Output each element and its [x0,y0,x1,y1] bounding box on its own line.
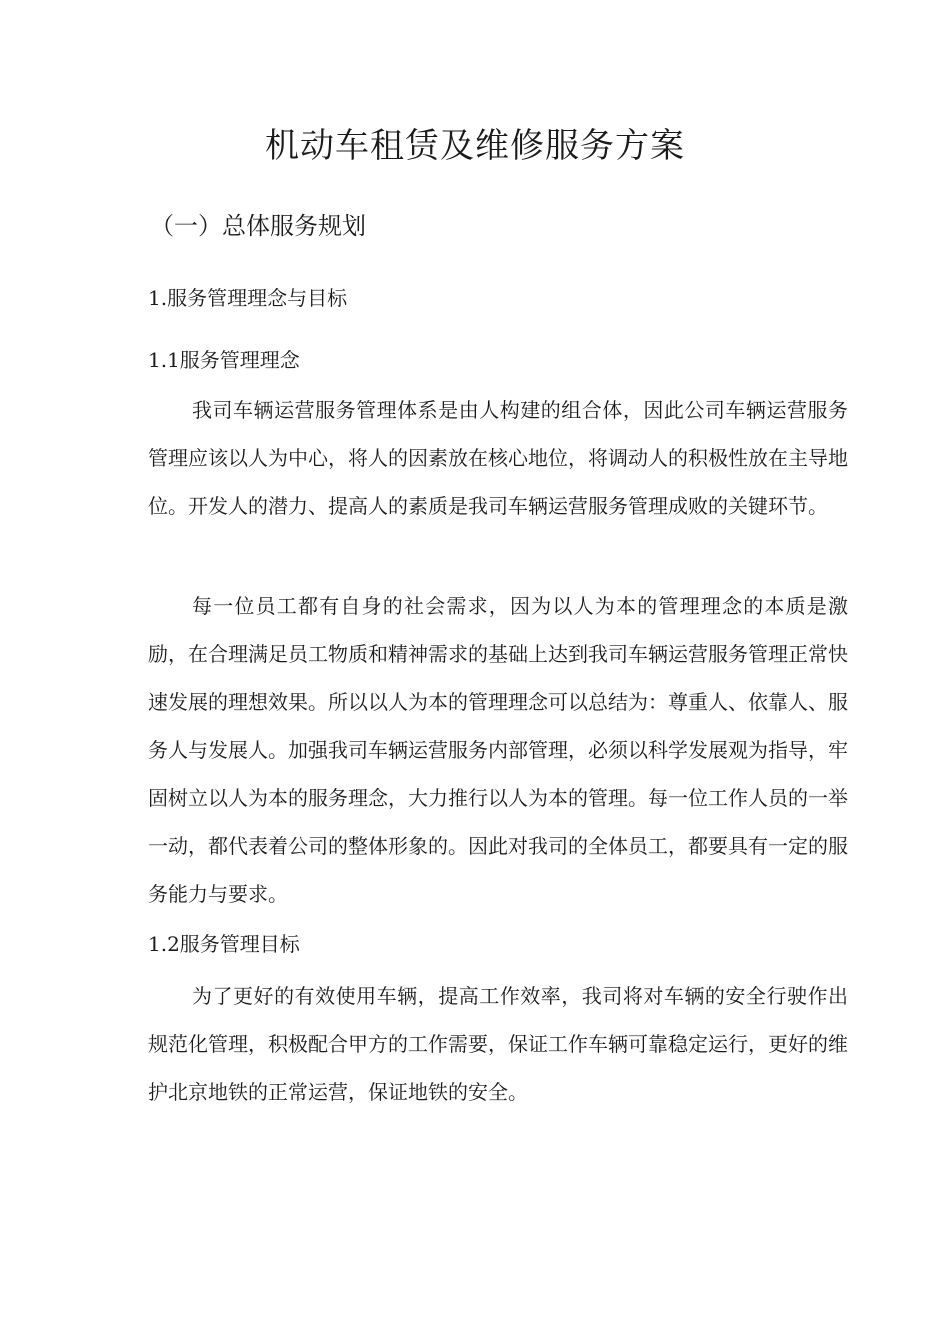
paragraph-3: 为了更好的有效使用车辆，提高工作效率，我司将对车辆的安全行驶作出规范化管理，积极配合甲方的工作需要，保证工作车辆可靠稳定运行，更好的维护北京地铁的正常运营，保证地铁的安全。 [148,984,848,1104]
document-title: 机动车租赁及维修服务方案 [265,126,685,166]
section-heading: （一）总体服务规划 [150,212,366,240]
item-heading-1-2: 1.2服务管理目标 [148,932,300,956]
item-heading-1-1: 1.1服务管理理念 [148,348,300,372]
paragraph-2: 每一位员工都有自身的社会需求，因为以人为本的管理理念的本质是激励，在合理满足员工物质和精神需求的基础上达到我司车辆运营服务管理正常快速发展的理想效果。所以以人为本的管理理念可以总结为：尊重人、依靠人、服务人与发展人。加强我司车辆运营服务内部管理，必须以科学发展观为指导，牢固树立以人为本的服务理念，大力推行以人为本的管理。每一位工作人员的一举一动，都代表着公司的整体形象的。因此对我司的全体员工，都要具有一定的服务能力与要求。 [148,594,848,906]
paragraph-1: 我司车辆运营服务管理体系是由人构建的组合体，因此公司车辆运营服务管理应该以人为中心，将人的因素放在核心地位，将调动人的积极性放在主导地位。开发人的潜力、提高人的素质是我司车辆运营服务管理成败的关键环节。 [148,398,848,518]
subsection-heading: 1.服务管理理念与目标 [148,286,348,310]
